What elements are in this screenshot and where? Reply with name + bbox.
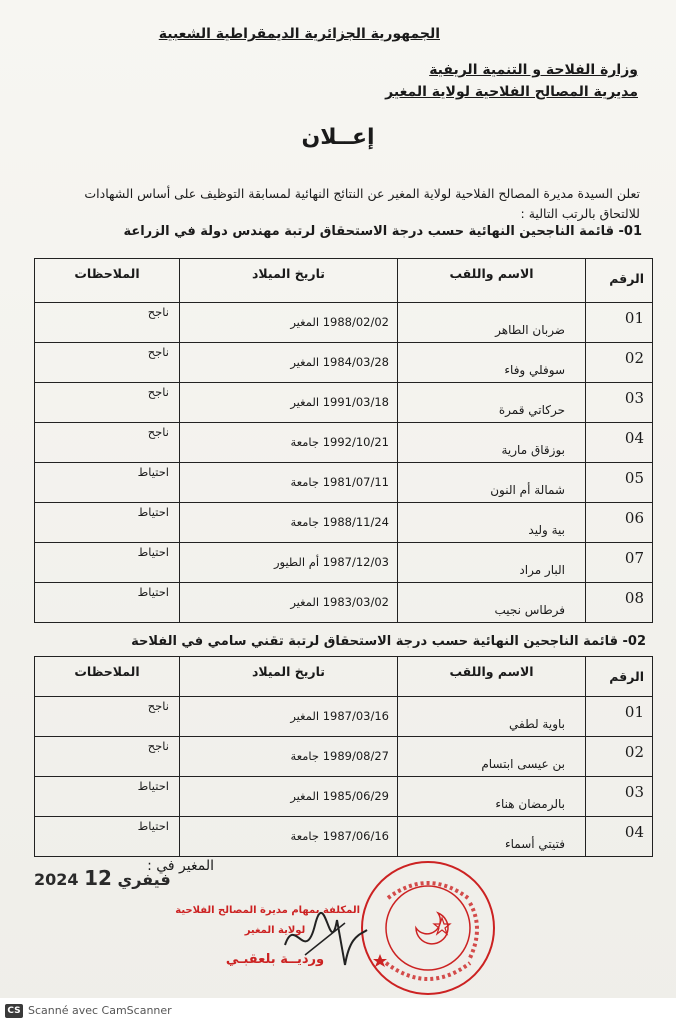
table-row	[35, 423, 653, 463]
announcement-title: إعــلان	[301, 125, 375, 150]
result-note: ناجح	[147, 739, 169, 753]
birth-date-place: 1987/03/16 المغير	[290, 709, 389, 723]
row-number: 05	[624, 469, 644, 487]
birth-date-place: 1981/07/11 جامعة	[290, 475, 389, 489]
birth-date-place: 1987/06/16 جامعة	[290, 829, 389, 843]
table-row	[35, 737, 653, 777]
section-1-title: 01- قائمة الناجحين النهائية حسب درجة الاستحقاق لرتبة مهندس دولة في الزراعة	[123, 224, 642, 239]
candidate-name: باوية لطفي	[509, 717, 565, 731]
directorate-heading: مديرية المصالح الفلاحية لولاية المغير	[385, 84, 638, 100]
issue-date	[34, 866, 171, 890]
result-note: ناجح	[147, 699, 169, 713]
table-row	[35, 383, 653, 423]
date-month: فيفري	[117, 870, 171, 889]
birth-date-place: 1989/08/27 جامعة	[290, 749, 389, 763]
date-day: 12	[84, 866, 112, 890]
candidate-name: سوفلي وفاء	[504, 363, 565, 377]
row-number: 03	[624, 783, 644, 801]
section-2-title: 02- قائمة الناجحين النهائية حسب درجة الاستحقاق لرتبة تقني سامي في الفلاحة	[131, 634, 646, 649]
signature-title-line-2: لولاية المغير	[244, 925, 306, 936]
candidate-name: شمالة أم النون	[490, 483, 565, 497]
header-name: الاسم واللقب	[449, 664, 534, 679]
row-number: 02	[624, 349, 644, 367]
signature-title-line-1: المكلفة بمهام مديرة المصالح الفلاحية	[175, 905, 360, 916]
result-note: احتياط	[137, 585, 169, 599]
candidate-name: ضربان الطاهر	[495, 323, 565, 337]
table-row	[35, 583, 653, 623]
handwritten-signature	[275, 905, 375, 975]
scanner-watermark: Scanné avec CamScanner	[28, 1004, 172, 1017]
row-number: 04	[624, 429, 644, 447]
birth-date-place: 1987/12/03 أم الطيور	[273, 555, 389, 569]
candidate-name: بالرمضان هناء	[495, 797, 565, 811]
candidate-name: فرطاس نجيب	[494, 603, 565, 617]
row-number: 08	[624, 589, 644, 607]
birth-date-place: 1985/06/29 المغير	[290, 789, 389, 803]
signatory-name: ورديــة بلعقبـي	[225, 952, 325, 967]
ministry-heading: وزارة الفلاحة و التنمية الريفية	[429, 62, 638, 78]
result-note: ناجح	[147, 305, 169, 319]
row-number: 03	[624, 389, 644, 407]
candidate-name: بية وليد	[528, 523, 565, 537]
place-label: المغير في :	[147, 858, 214, 874]
candidate-name: بوزقاق مارية	[501, 443, 565, 457]
row-number: 04	[624, 823, 644, 841]
header-num: الرقم	[609, 669, 644, 684]
result-note: ناجح	[147, 425, 169, 439]
birth-date-place: 1983/03/02 المغير	[290, 595, 389, 609]
candidate-name: فتيتي أسماء	[504, 837, 565, 851]
date-year: 2024	[34, 870, 79, 889]
table-row	[35, 503, 653, 543]
header-notes: الملاحظات	[74, 266, 140, 281]
result-note: احتياط	[137, 505, 169, 519]
birth-date-place: 1988/02/02 المغير	[290, 315, 389, 329]
row-number: 07	[624, 549, 644, 567]
row-number: 01	[624, 703, 644, 721]
republic-heading: الجمهورية الجزائرية الديمقراطية الشعبية	[158, 26, 440, 42]
candidate-name: بن عيسى ابتسام	[481, 757, 565, 771]
results-table-engineers	[34, 258, 653, 623]
row-number: 02	[624, 743, 644, 761]
result-note: ناجح	[147, 345, 169, 359]
table-row	[35, 463, 653, 503]
table-row	[35, 303, 653, 343]
row-number: 01	[624, 309, 644, 327]
table-row	[35, 697, 653, 737]
camscanner-logo-icon: CS	[5, 1004, 23, 1018]
table-row	[35, 777, 653, 817]
candidate-name: حركاتي قمرة	[498, 403, 565, 417]
birth-date-place: 1988/11/24 جامعة	[290, 515, 389, 529]
table-header-row	[35, 657, 653, 697]
official-stamp	[358, 858, 498, 998]
result-note: احتياط	[137, 779, 169, 793]
birth-date-place: 1992/10/21 جامعة	[290, 435, 389, 449]
results-table-technicians	[34, 656, 653, 857]
birth-date-place: 1991/03/18 المغير	[290, 395, 389, 409]
result-note: ناجح	[147, 385, 169, 399]
header-num: الرقم	[609, 271, 644, 286]
intro-line-1: تعلن السيدة مديرة المصالح الفلاحية لولاية المغير عن النتائج النهائية لمسابقة التوظيف على أساس الشهادات	[84, 186, 640, 201]
result-note: احتياط	[137, 545, 169, 559]
result-note: احتياط	[137, 465, 169, 479]
row-number: 06	[624, 509, 644, 527]
header-dob: تاريخ الميلاد	[251, 664, 325, 679]
table-header-row	[35, 259, 653, 303]
header-name: الاسم واللقب	[449, 266, 534, 281]
table-row	[35, 343, 653, 383]
table-row	[35, 543, 653, 583]
result-note: احتياط	[137, 819, 169, 833]
candidate-name: البار مراد	[519, 563, 565, 577]
birth-date-place: 1984/03/28 المغير	[290, 355, 389, 369]
header-dob: تاريخ الميلاد	[251, 266, 325, 281]
header-notes: الملاحظات	[74, 664, 140, 679]
table-row	[35, 817, 653, 857]
intro-line-2: للالتحاق بالرتب التالية :	[520, 206, 640, 221]
